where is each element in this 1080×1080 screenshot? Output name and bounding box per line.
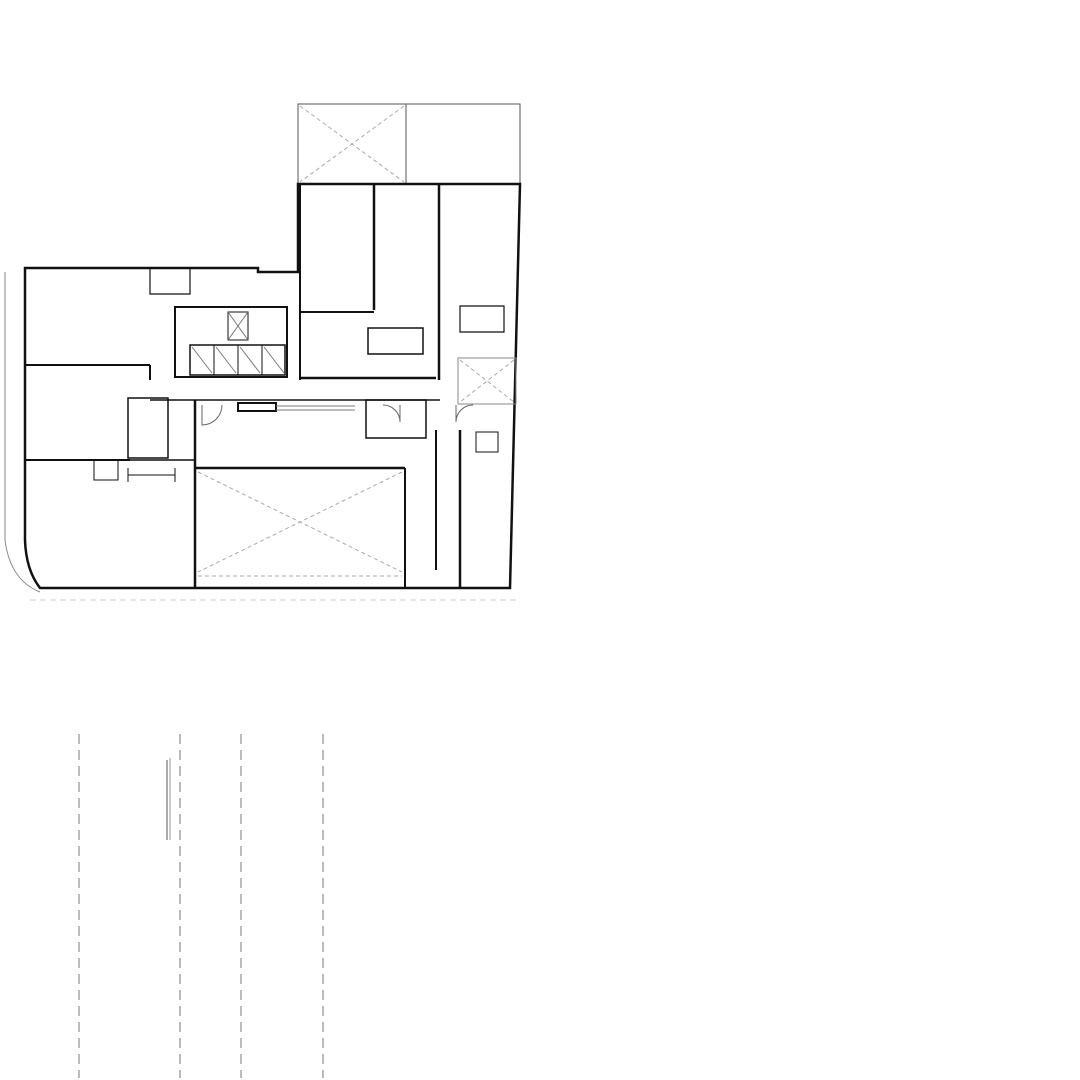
building-section-figure — [0, 730, 362, 1080]
floor-plan-figure — [0, 100, 530, 608]
